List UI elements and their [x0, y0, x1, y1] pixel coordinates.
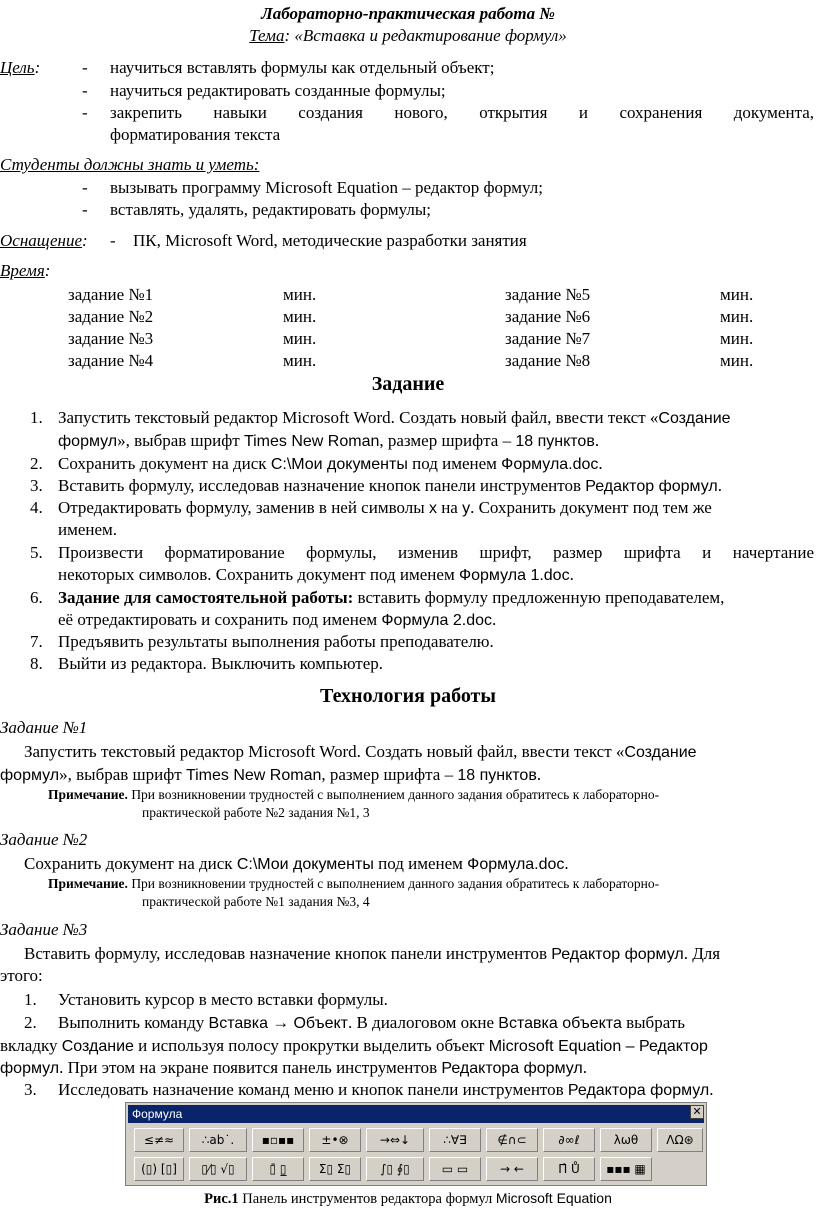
task2-text: Сохранить документ на диск C:\Мои документы под именем Формула.doc. — [24, 854, 569, 873]
time-unit: мин. — [720, 351, 754, 370]
list-number: 3. — [24, 1080, 37, 1099]
doc-title: Лабораторно-практическая работа № — [261, 4, 555, 23]
task1-text: Запустить текстовый редактор Microsoft Word. Создать новый файл, ввести текст «Создание — [24, 742, 697, 761]
goal-item-2: научиться редактировать созданные формулы; — [110, 81, 446, 100]
task2-label: Задание №2 — [0, 830, 88, 849]
time-task-3: задание №3 — [68, 329, 154, 348]
step-2-cont2: формул. При этом на экране появится панель инструментов Редактора формул. — [0, 1058, 587, 1077]
arrow-icon: → — [272, 1013, 290, 1032]
time-unit: мин. — [283, 285, 317, 304]
time-unit: мин. — [720, 329, 754, 348]
know-item-1: вызывать программу Microsoft Equation – редактор формул; — [110, 178, 543, 197]
bullet: - — [82, 200, 88, 219]
bullet: - — [82, 178, 88, 197]
summations-button[interactable]: Σ▯ Σ▯ — [309, 1157, 361, 1181]
time-task-7: задание №7 — [505, 329, 591, 348]
step-3: Исследовать назначение команд меню и кнопок панели инструментов Редактора формул. — [58, 1080, 714, 1099]
task3-label: Задание №3 — [0, 920, 88, 939]
goal-item-3-cont: форматирования текста — [110, 125, 281, 144]
time-task-5: задание №5 — [505, 285, 591, 304]
assignment-item-6: Задание для самостоятельной работы: вставить формулу предложенную преподавателем, — [58, 588, 725, 607]
assignment-item-3: Вставить формулу, исследовав назначение кнопок панели инструментов Редактор формул. — [58, 476, 722, 495]
topic-label: Тема — [249, 26, 285, 45]
toolbar-title: Формула — [128, 1105, 704, 1123]
time-task-1: задание №1 — [68, 285, 154, 304]
assignment-item-1: Запустить текстовый редактор Microsoft Word. Создать новый файл, ввести текст «Создание — [58, 408, 731, 427]
note-2: Примечание. При возникновении трудностей с выполнением данного задания обратитесь к лабораторно- — [48, 876, 660, 891]
list-number: 5. — [30, 543, 43, 562]
bullet: - — [82, 58, 88, 77]
step-2: Выполнить команду Вставка → Объект. В диалоговом окне Вставка объекта выбрать — [58, 1013, 685, 1032]
assignment-item-5-cont: некоторых символов. Сохранить документ под именем Формула 1.doc. — [58, 565, 574, 584]
relations-button[interactable]: ≤≠≈ — [134, 1128, 184, 1152]
task3-text-cont: этого: — [0, 966, 43, 985]
integrals-button[interactable]: ∫▯ ∮▯ — [366, 1157, 424, 1181]
time-unit: мин. — [283, 329, 317, 348]
assignment-item-4-cont: именем. — [58, 520, 118, 539]
sets-button[interactable]: ∉∩⊂ — [486, 1128, 538, 1152]
time-unit: мин. — [720, 285, 754, 304]
note-1: Примечание. При возникновении трудностей с выполнением данного задания обратитесь к лабораторно- — [48, 787, 660, 802]
bars-button[interactable]: ▭ ▭ — [429, 1157, 481, 1181]
list-number: 2. — [24, 1013, 37, 1032]
time-task-4: задание №4 — [68, 351, 154, 370]
equation-toolbar — [125, 1102, 707, 1186]
fractions-radicals-button[interactable]: ▯⁄▯ √▯ — [189, 1157, 247, 1181]
goal-item-3: закрепить навыки создания нового, открытия и сохранения документа, — [110, 103, 814, 122]
assignment-item-1-cont: формул», выбрав шрифт Times New Roman, размер шрифта – 18 пунктов. — [58, 431, 600, 450]
assignment-item-2: Сохранить документ на диск C:\Мои документы под именем Формула.doc. — [58, 454, 603, 473]
time-unit: мин. — [720, 307, 754, 326]
products-button[interactable]: Π̂ Ů — [543, 1157, 595, 1181]
list-number: 8. — [30, 654, 43, 673]
bullet: - — [82, 81, 88, 100]
time-task-8: задание №8 — [505, 351, 591, 370]
misc-symbols-button[interactable]: ∂∞ℓ — [543, 1128, 595, 1152]
step-1: Установить курсор в место вставки формулы. — [58, 990, 388, 1009]
step-2-cont: вкладку Создание и используя полосу прокрутки выделить объект Microsoft Equation – Редактор — [0, 1036, 708, 1055]
time-task-2: задание №2 — [68, 307, 154, 326]
know-label: Студенты должны знать и уметь: — [0, 155, 260, 174]
list-number: 7. — [30, 632, 43, 651]
assignment-item-5: Произвести форматирование формулы, изменив шрифт, размер шрифта и начертание — [58, 543, 814, 562]
list-number: 2. — [30, 454, 43, 473]
doc-topic — [0, 26, 816, 46]
note-2-cont: практической работе №1 задания №3, 4 — [142, 894, 370, 909]
arrows-button[interactable]: →⇔↓ — [366, 1128, 424, 1152]
time-task-6: задание №6 — [505, 307, 591, 326]
assignment-heading: Задание — [371, 373, 445, 395]
greek-upper-button[interactable]: ΛΩ⊛ — [657, 1128, 703, 1152]
list-number: 6. — [30, 588, 43, 607]
goal-label: Цель: — [0, 58, 41, 77]
know-item-2: вставлять, удалять, редактировать формулы; — [110, 200, 432, 219]
embellishments-button[interactable]: ▪▫▪▪ — [252, 1128, 304, 1152]
list-number: 3. — [30, 476, 43, 495]
operators-button[interactable]: ±•⊗ — [309, 1128, 361, 1152]
task1-text-cont: формул», выбрав шрифт Times New Roman, размер шрифта – 18 пунктов. — [0, 765, 542, 784]
equipment-value: ПК, Microsoft Word, методические разработки занятия — [133, 231, 527, 250]
close-icon[interactable]: ✕ — [690, 1105, 704, 1119]
subscripts-button[interactable]: ▯̄ ▯̲ — [252, 1157, 304, 1181]
topic-value: : «Вставка и редактирование формул» — [284, 26, 567, 45]
note-1-cont: практической работе №2 задания №1, 3 — [142, 805, 370, 820]
assignment-item-4: Отредактировать формулу, заменив в ней символы x на y. Сохранить документ под тем же — [58, 498, 712, 517]
task3-text: Вставить формулу, исследовав назначение кнопок панели инструментов Редактор формул. Для — [24, 944, 721, 963]
bullet: - — [82, 103, 88, 122]
list-number: 1. — [30, 408, 43, 427]
time-unit: мин. — [283, 351, 317, 370]
list-number: 1. — [24, 990, 37, 1009]
fences-button[interactable]: (▯) [▯] — [134, 1157, 184, 1181]
time-label: Время: — [0, 261, 51, 280]
assignment-item-6-cont: её отредактировать и сохранить под именем Формула 2.doc. — [58, 610, 497, 629]
technology-heading: Технология работы — [320, 685, 496, 707]
bullet: - — [110, 231, 116, 250]
labeled-arrows-button[interactable]: → ← — [486, 1157, 538, 1181]
greek-lower-button[interactable]: λωθ — [600, 1128, 652, 1152]
time-unit: мин. — [283, 307, 317, 326]
figure-caption: Рис.1 Панель инструментов редактора формул Microsoft Equation — [204, 1190, 612, 1207]
task1-label: Задание №1 — [0, 718, 88, 737]
goal-item-1: научиться вставлять формулы как отдельный объект; — [110, 58, 495, 77]
equipment-label: Оснащение: — [0, 231, 88, 250]
spaces-button[interactable]: ∴ab˙. — [189, 1128, 247, 1152]
assignment-item-8: Выйти из редактора. Выключить компьютер. — [58, 654, 384, 673]
assignment-item-7: Предъявить результаты выполнения работы преподавателю. — [58, 632, 494, 651]
logic-button[interactable]: ∴∀∃ — [429, 1128, 481, 1152]
list-number: 4. — [30, 498, 43, 517]
matrices-button[interactable]: ▪▪▪ ▦ — [600, 1157, 652, 1181]
